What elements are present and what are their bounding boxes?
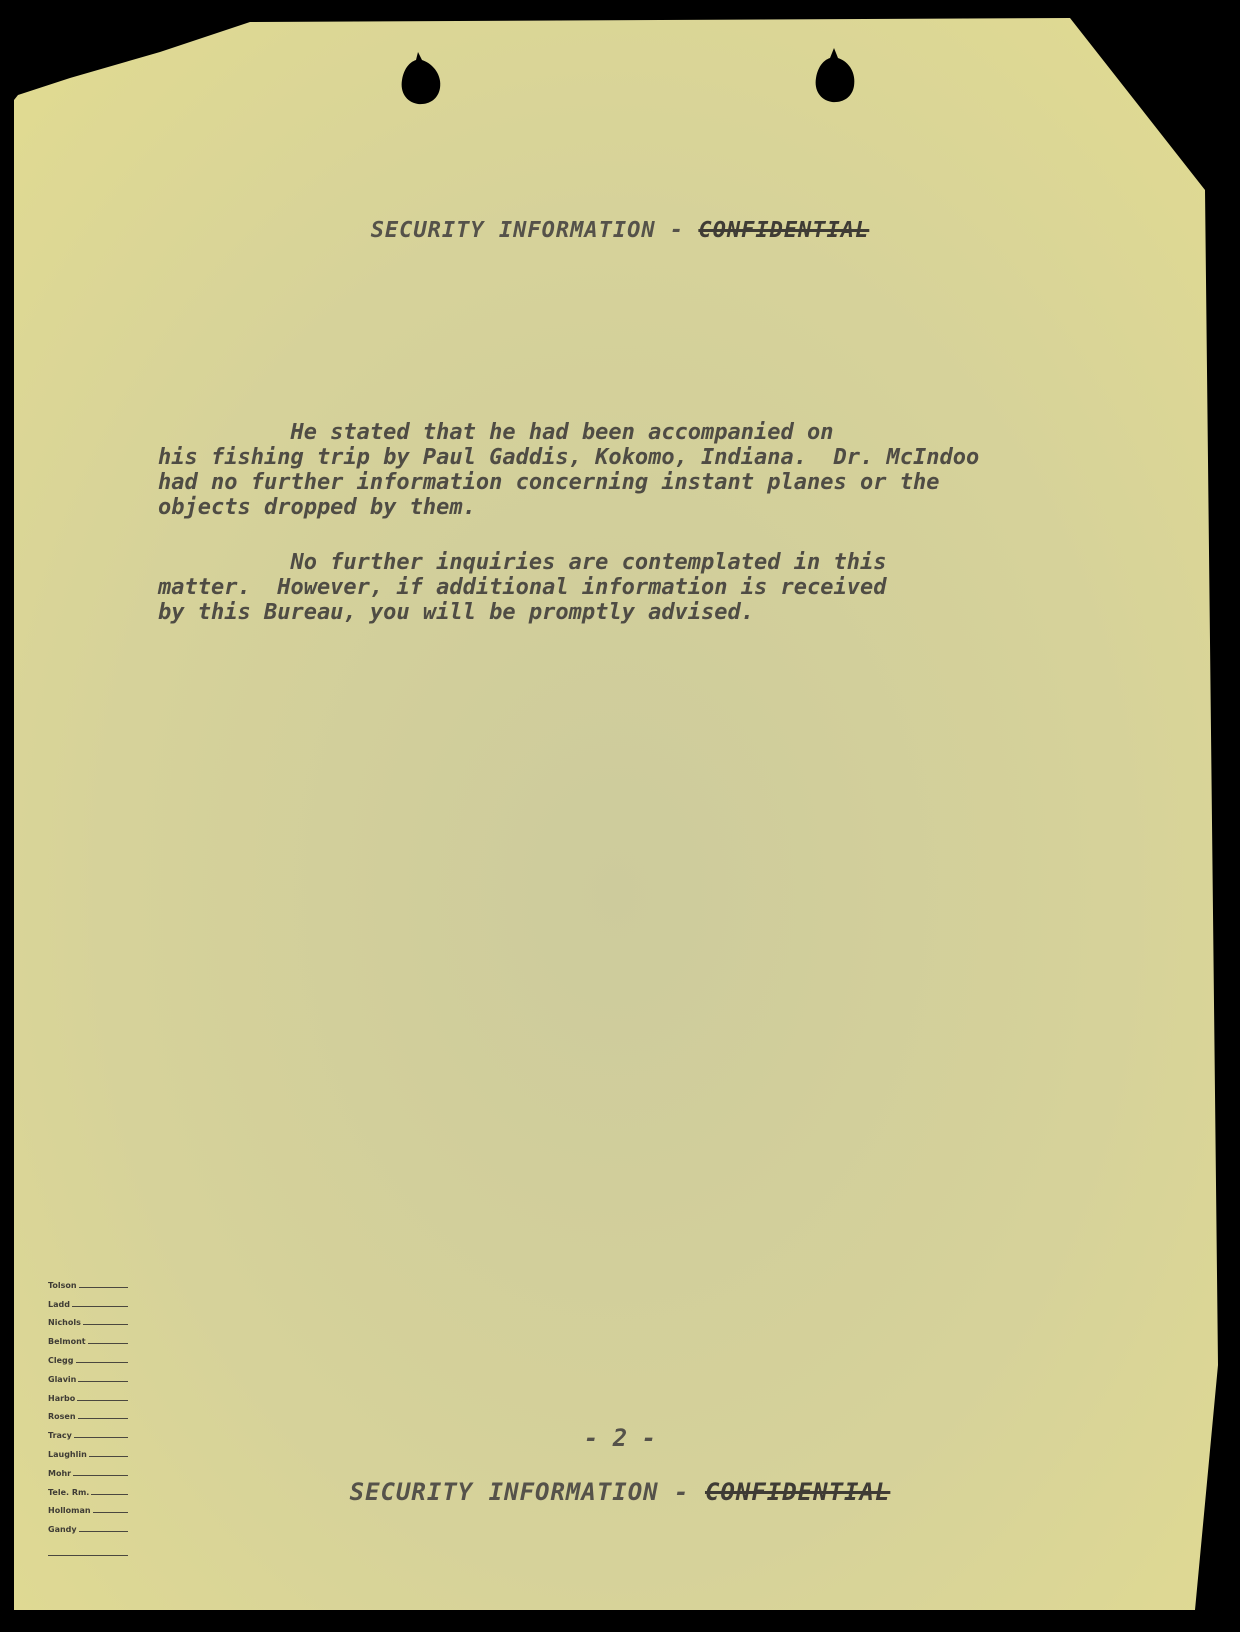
routing-row	[48, 1347, 128, 1366]
punch-hole-left	[398, 50, 444, 106]
routing-name: Harbo	[48, 1393, 76, 1403]
routing-name: Nichols	[48, 1318, 81, 1328]
routing-name: Belmont	[48, 1337, 86, 1347]
routing-name: Tracy	[48, 1431, 72, 1441]
routing-row	[48, 1385, 128, 1404]
security-header	[0, 218, 1240, 243]
routing-row	[48, 1460, 128, 1479]
routing-name: Tele. Rm.	[48, 1487, 90, 1497]
routing-row	[48, 1310, 128, 1329]
security-footer	[0, 1478, 1240, 1506]
routing-row	[48, 1291, 128, 1310]
routing-name: Rosen	[48, 1412, 76, 1422]
routing-row	[48, 1272, 128, 1291]
routing-row	[48, 1404, 128, 1423]
routing-blank-line	[48, 1535, 128, 1556]
page-number: - 2 -	[583, 1424, 657, 1452]
punch-hole-right	[812, 46, 858, 104]
routing-row	[48, 1328, 128, 1347]
paragraph-2: No further inquiries are contemplated in this matter. However, if additional information is received by this Bureau, you will be promptly advised.	[158, 550, 887, 625]
routing-row	[48, 1366, 128, 1385]
routing-name: Ladd	[48, 1299, 70, 1309]
routing-name: Tolson	[48, 1280, 77, 1290]
routing-name: Mohr	[48, 1468, 72, 1478]
header-label: SECURITY INFORMATION -	[370, 218, 685, 243]
footer-label: SECURITY INFORMATION -	[349, 1478, 690, 1506]
header-struck-classification: CONFIDENTIAL	[698, 218, 870, 243]
routing-list	[48, 1272, 128, 1556]
footer-struck-classification: CONFIDENTIAL	[704, 1478, 891, 1506]
routing-name: Gandy	[48, 1525, 77, 1535]
routing-name: Holloman	[48, 1506, 91, 1516]
routing-name: Glavin	[48, 1374, 77, 1384]
routing-row	[48, 1516, 128, 1535]
routing-name: Clegg	[48, 1355, 74, 1365]
paragraph-1: He stated that he had been accompanied on his fishing trip by Paul Gaddis, Kokomo, Indiana. Dr. McIndoo had no further information concerning instant planes or the objects dropped by them.	[158, 420, 980, 520]
routing-name: Laughlin	[48, 1449, 87, 1459]
